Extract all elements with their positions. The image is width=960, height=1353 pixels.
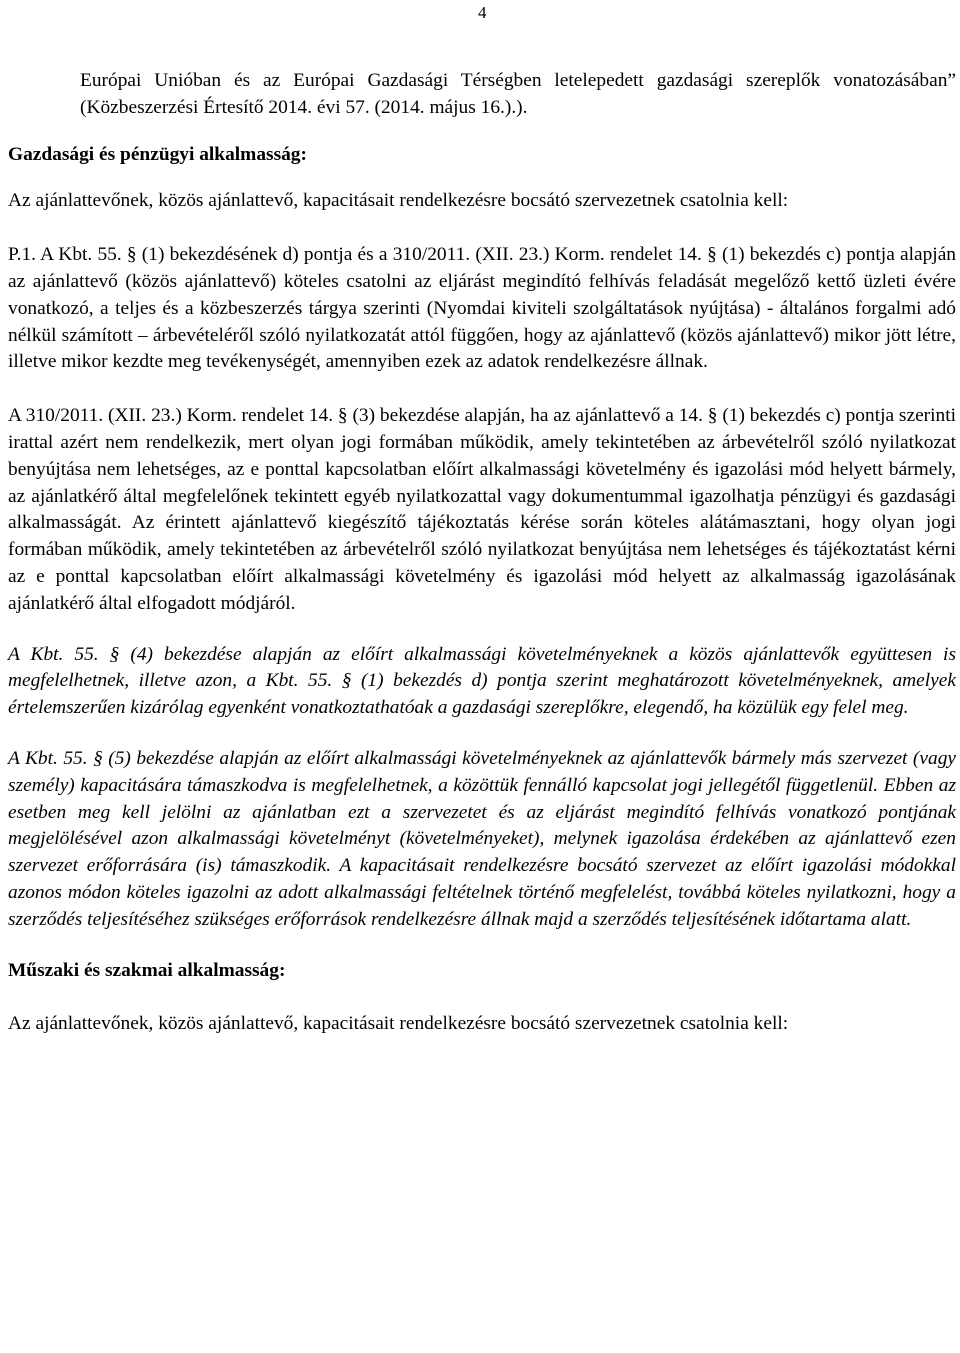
page-number: 4: [478, 3, 487, 22]
spacer: [8, 215, 956, 242]
spacer: [8, 168, 956, 188]
capacity-reliance-paragraph: A Kbt. 55. § (5) bekezdése alapján az előírt alkalmassági követelményeknek az ajánlattevők bármely más szervezet (vagy személy) kapacitására támaszkodva is megfelelhetnek, a közöttük fennálló kapcsolat jogi jellegétől függetlenül. Ebben az esetben meg kell jelölni az ajánlatban ezt a szervezetet és az eljárást megindító felhívás vonatkozó pontjának megjelölésével azon alkalmassági követelményt (követelményeket), melynek igazolása érdekében az ajánlattevő ezen szervezet erőforrására (is) támaszkodik. A kapacitásait rendelkezésre bocsátó szervezet az előírt igazolási módokkal azonos módon köteles igazolni az adott alkalmassági feltételnek történő megfelelést, továbbá köteles nyilatkozni, hogy a szerződés teljesítéséhez szükséges erőforrások rendelkezésre állnak majd a szerződés teljesítésének időtartama alatt.: [8, 747, 956, 930]
joint-tenderers-paragraph: A Kbt. 55. § (4) bekezdése alapján az előírt alkalmassági követelményeknek a közös ajánlattevők együttesen is megfelelhetnek, illetve azon, a Kbt. 55. § (1) bekezdés d) pontja szerint meghatározott követelményeknek, amelyek értelemszerűen kizárólag egyenként vonatkoztathatóak a gazdasági szereplőkre, elegendő, ha közülük egy felel meg.: [8, 643, 956, 719]
spacer: [8, 122, 956, 142]
spacer: [8, 618, 956, 642]
financial-heading: Gazdasági és pénzügyi alkalmasság:: [8, 143, 307, 165]
financial-intro: Az ajánlattevőnek, közös ajánlattevő, kapacitásait rendelkezésre bocsátó szervezetnek csatolnia kell:: [8, 190, 789, 212]
technical-heading: Műszaki és szakmai alkalmasság:: [8, 959, 286, 981]
requirement-p1: P.1. A Kbt. 55. § (1) bekezdésének d) pontja és a 310/2011. (XII. 23.) Korm. rendelet 14. § (1) bekezdés c) pontja alapján az ajánlattevő (közös ajánlattevő) köteles csatolni az eljárást megindító felhívás feladását megelőző kettő üzleti évére vonatkozó, a teljes és a közbeszerzés tárgya szerinti (Nyomdai kiviteli szolgáltatások nyújtása) - általános forgalmi adó nélkül számított – árbevételéről szóló nyilatkozatát attól függően, hogy az ajánlattevő (közös ajánlattevő) mikor jött létre, illetve mikor kezdte meg tevékenységét, amennyiben ezek az adatok rendelkezésre állnak.: [8, 244, 956, 373]
requirement-p1-exception: A 310/2011. (XII. 23.) Korm. rendelet 14. § (3) bekezdése alapján, ha az ajánlattevő a 14. § (1) bekezdés c) pontja szerinti irattal azért nem rendelkezik, mert olyan jogi formában működik, amely tekintetében az árbevételről szóló nyilatkozat benyújtása nem lehetséges, az e ponttal kapcsolatban előírt alkalmassági követelmény és igazolási mód helyett bármely, az ajánlatkérő által megfelelőnek tekintett egyéb nyilatkozattal vagy dokumentummal igazolhatja pénzügyi és gazdasági alkalmasságát. Az érintett ajánlattevő kiegészítő tájékoztatás kérése során köteles alátámasztani, hogy olyan jogi formában működik, amely tekintetében az árbevételről szóló nyilatkozat benyújtása nem lehetséges és tájékoztatást kérni az e ponttal kapcsolatban előírt alkalmassági követelmény és igazolási mód helyett az alkalmasság igazolásának ajánlatkérő által elfogadott módjáról.: [8, 405, 956, 614]
intro-continuation: Európai Unióban és az Európai Gazdasági Térségben letelepedett gazdasági szereplők vonatozásában” (Közbeszerzési Értesítő 2014. évi 57. (2014. május 16.).).: [80, 70, 956, 118]
technical-intro: Az ajánlattevőnek, közös ajánlattevő, kapacitásait rendelkezésre bocsátó szervezetnek csatolnia kell:: [8, 1013, 789, 1035]
spacer: [8, 722, 956, 746]
spacer: [8, 376, 956, 403]
spacer: [8, 984, 956, 1011]
spacer: [8, 934, 956, 958]
document-body: [8, 68, 956, 1038]
